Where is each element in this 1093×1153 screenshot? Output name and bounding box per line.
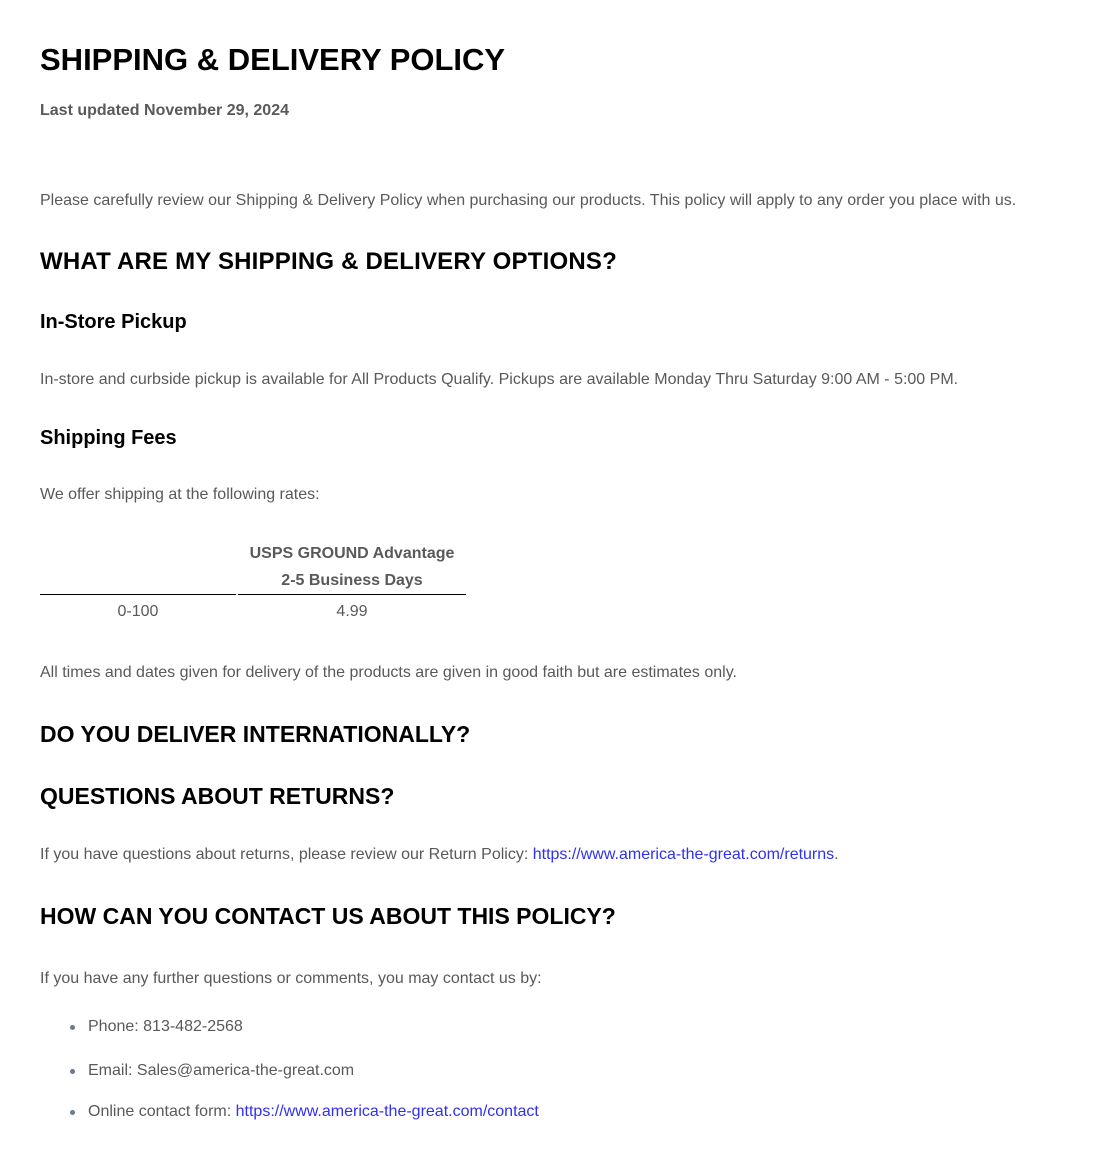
contact-email: Email: Sales@america-the-great.com [88, 1062, 355, 1079]
pickup-text: In-store and curbside pickup is available for All Products Qualify. Pickups are available Monday Thru Saturday 9:00 AM - 5:00 PM. [40, 371, 959, 388]
returns-trailing-period: . [834, 846, 839, 863]
table-row [40, 595, 466, 622]
intro-paragraph: Please carefully review our Shipping & Delivery Policy when purchasing our products. This policy will apply to any order you place with us. [40, 192, 1017, 209]
contact-form-item [88, 1103, 539, 1121]
rate-price-cell: 4.99 [336, 603, 368, 620]
table-header-carrier [238, 540, 466, 595]
returns-text: If you have questions about returns, please review our Return Policy: [40, 846, 533, 863]
returns-paragraph [40, 846, 839, 864]
contact-phone: Phone: 813-482-2568 [88, 1018, 243, 1035]
shipping-rates-table [38, 540, 468, 622]
delivery-disclaimer: All times and dates given for delivery of the products are given in good faith but are estimates only. [40, 664, 737, 681]
contact-intro: If you have any further questions or comments, you may contact us by: [40, 970, 542, 987]
bullet-icon [70, 1110, 75, 1115]
contact-form-label: Online contact form: [88, 1103, 236, 1120]
contact-phone-item [88, 1018, 243, 1036]
returns-heading: QUESTIONS ABOUT RETURNS? [40, 783, 395, 809]
shipping-fees-heading: Shipping Fees [40, 427, 177, 449]
returns-policy-link[interactable]: https://www.america-the-great.com/returns [532, 846, 835, 863]
carrier-name: USPS GROUND Advantage [249, 545, 455, 562]
contact-heading: HOW CAN YOU CONTACT US ABOUT THIS POLICY? [40, 903, 616, 929]
bullet-icon [70, 1069, 75, 1074]
bullet-icon [70, 1025, 75, 1030]
carrier-duration: 2-5 Business Days [281, 572, 423, 589]
page-title: SHIPPING & DELIVERY POLICY [40, 42, 506, 77]
last-updated: Last updated November 29, 2024 [40, 102, 289, 119]
options-heading: WHAT ARE MY SHIPPING & DELIVERY OPTIONS? [40, 248, 617, 275]
pickup-heading: In-Store Pickup [40, 311, 187, 333]
contact-email-item [88, 1062, 354, 1080]
rate-range-cell: 0-100 [117, 603, 159, 620]
table-header-row [40, 540, 466, 595]
table-header-range [40, 540, 236, 595]
contact-form-link[interactable]: https://www.america-the-great.com/contact [235, 1103, 539, 1120]
shipping-fees-text: We offer shipping at the following rates: [40, 486, 320, 503]
international-heading: DO YOU DELIVER INTERNATIONALLY? [40, 721, 471, 747]
